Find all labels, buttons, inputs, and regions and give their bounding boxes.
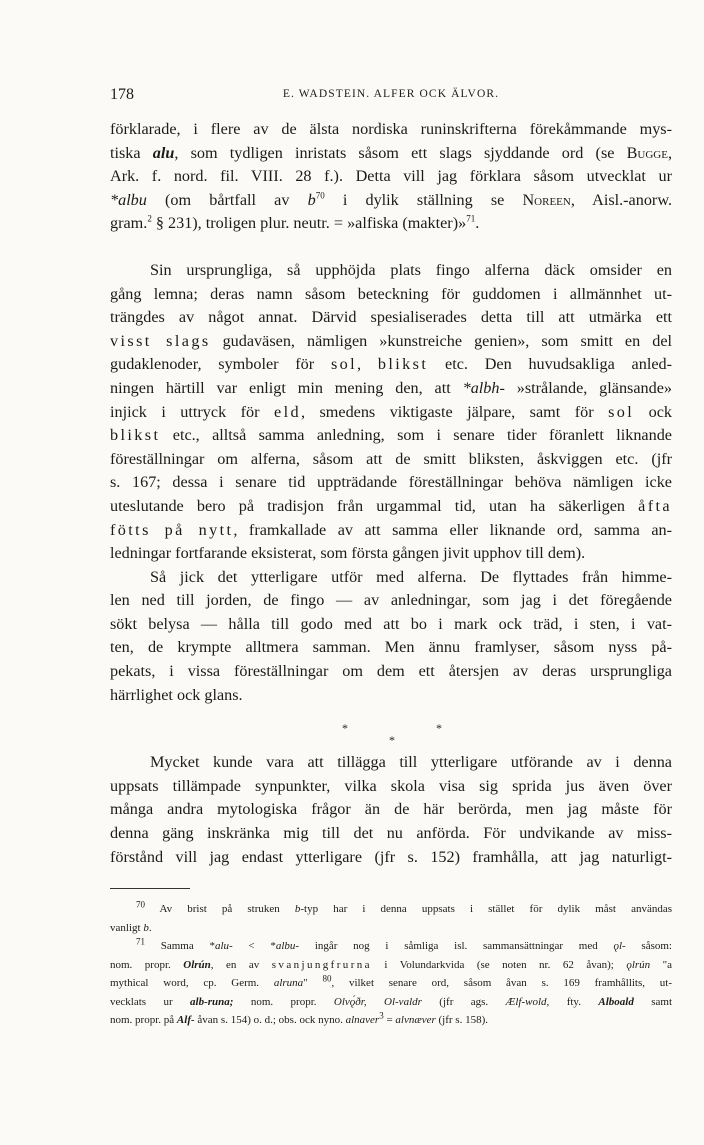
separator-star: * xyxy=(342,721,348,736)
text-line: föreställningar om alferna, såsom att de smitt bliksten, åskviggen etc. (jfr xyxy=(110,449,672,468)
footnote-line: vanligt b. xyxy=(110,921,152,934)
text-line: gudaklenoder, symboler för sol, blikst etc. Den huvudsakliga anled- xyxy=(110,355,672,374)
text-line: ledningar fortfarande eksisterat, som första gången jivit upphov till dem). xyxy=(110,544,586,563)
text-line: Mycket kunde vara att tillägga till ytterligare utförande av i denna xyxy=(150,753,672,772)
footnote-line: $^{71}$ Samma *alu- < *albu- ingår nog i såmliga isl. sammansättningar med ǫl- såsom: xyxy=(136,936,672,952)
page-header xyxy=(110,86,672,106)
footnote-ref-71: 71 xyxy=(466,213,476,224)
paragraph-2 xyxy=(110,259,672,566)
text-line: uppsats tillämpade synpunkter, vilka skola visa sig sprida jus även över xyxy=(110,776,672,795)
text-line: denna gäng inskränka mig till det nu anförda. För undvikande av miss- xyxy=(110,824,672,843)
paragraph-3 xyxy=(110,566,672,708)
footnote-ref-70: 70 xyxy=(315,190,325,201)
text-line: ningen härtill var enligt min mening den, att *albh- »strålande, glänsande» xyxy=(110,378,672,397)
text-line: Ark. f. nord. fil. VIII. 28 f.). Detta vill jag förklara såsom utvecklat ur xyxy=(110,167,672,186)
section-separator xyxy=(110,707,672,751)
footnote-line: nom. propr. Olrún, en av svanjungfrurna i Volundarkvida (se noten nr. 62 åvan); ǫlrún "a xyxy=(110,958,673,971)
text-line: injick i uttryck för eld, smedens viktigaste jälpare, samt för sol ock xyxy=(110,402,673,421)
text-line: ten, de krympte alltmera samman. Men ännu framlyser, såsom nyss på- xyxy=(110,638,672,657)
footnotes xyxy=(110,900,672,1030)
footnote-line: nom. propr. på Alf- åvan s. 154) o. d.; obs. ock nyno. alnaver$^3$ = alvnæver (jfr s. 158). xyxy=(110,1010,488,1026)
running-title: E. WADSTEIN. ALFER OCK ÄLVOR. xyxy=(282,88,500,100)
text-line: *albu (om bårtfall av $b^{70}$ i dylik ställning se Noreen, Aisl.-anorw. xyxy=(110,190,673,209)
text-line: Så jick det ytterligare utför med alferna. De flyttades från himme- xyxy=(150,567,672,586)
text-line: blikst etc., alltså samma anledning, som i senare tider föranlett liknande xyxy=(110,426,672,445)
text-line: gång lemna; deras namn såsom beteckning för guddomen i allmännhet ut- xyxy=(110,284,672,303)
text-line: gram.$^2$ § 231), troligen plur. neutr. = »alfiska (makter)»$^{71}$. xyxy=(110,213,480,233)
footnote-rule xyxy=(110,888,190,889)
text-line: trängdes av något annat. Därvid spesialiserades detta till att utmärka ett xyxy=(110,308,672,327)
paragraph-continued xyxy=(110,118,672,236)
footnote-line: vecklats ur alb-runa; nom. propr. Olvǫ́ðr, Ol-valdr (jfr ags. Ælf-wold, fty. Alboald samt xyxy=(110,995,673,1008)
text-line: härrlighet ock glans. xyxy=(110,685,243,704)
separator-star: * xyxy=(389,733,395,748)
text-line: förstånd vill jag endast ytterligare (jfr s. 152) framhålla, att jag naturligt- xyxy=(110,847,672,866)
text-line: s. 167; dessa i senare tid uppträdande föreställningar behöva nämligen icke xyxy=(110,473,672,492)
text-line: visst slags gudaväsen, nämligen »kunstreiche genien», som smitt en del xyxy=(110,331,673,350)
text-line: len ned till jorden, de fingo — av anledningar, som jag i det föregående xyxy=(110,591,672,610)
text-line: sökt belysa — hålla till godo med att bo i mark ock träd, i sten, i vat- xyxy=(110,614,672,633)
text-line: många andra mytologiska frågor än de här berörda, men jag måste för xyxy=(110,800,672,819)
text-line: tiska alu, som tydligen inristats såsom ett slags sjyddande ord (se Bugge, xyxy=(110,143,673,162)
text-line: uteslutande bero på tradisjon från urgammal tid, utan ha säkerligen åfta xyxy=(110,496,672,515)
footnote-line: $^{70}$ Av brist på struken b-typ har i denna uppsats i stället för dylik måst användas xyxy=(136,899,672,915)
footnote-71 xyxy=(110,937,672,1030)
text-line: pekats, i vissa föreställningar om dem ett återsjen av deras ursprungliga xyxy=(110,662,672,681)
paragraph-4 xyxy=(110,751,672,869)
separator-star: * xyxy=(436,721,442,736)
footnote-line: mythical word, cp. Germ. alruna" $^{80}$, vilket senare ord, såsom åvan s. 169 framhållits, ut- xyxy=(110,973,672,989)
page-number: 178 xyxy=(110,86,134,103)
text-line: förklarade, i flere av de älsta nordiska runinskrifterna förekåmmande mys- xyxy=(110,120,672,138)
footnote-70 xyxy=(110,900,672,937)
main-text xyxy=(110,118,672,869)
text-line: Sin ursprungliga, så upphöjda plats fingo alferna däck omsider en xyxy=(150,260,672,279)
text-line: fötts på nytt, framkallade av att samma eller liknande ord, samma an- xyxy=(110,520,672,539)
